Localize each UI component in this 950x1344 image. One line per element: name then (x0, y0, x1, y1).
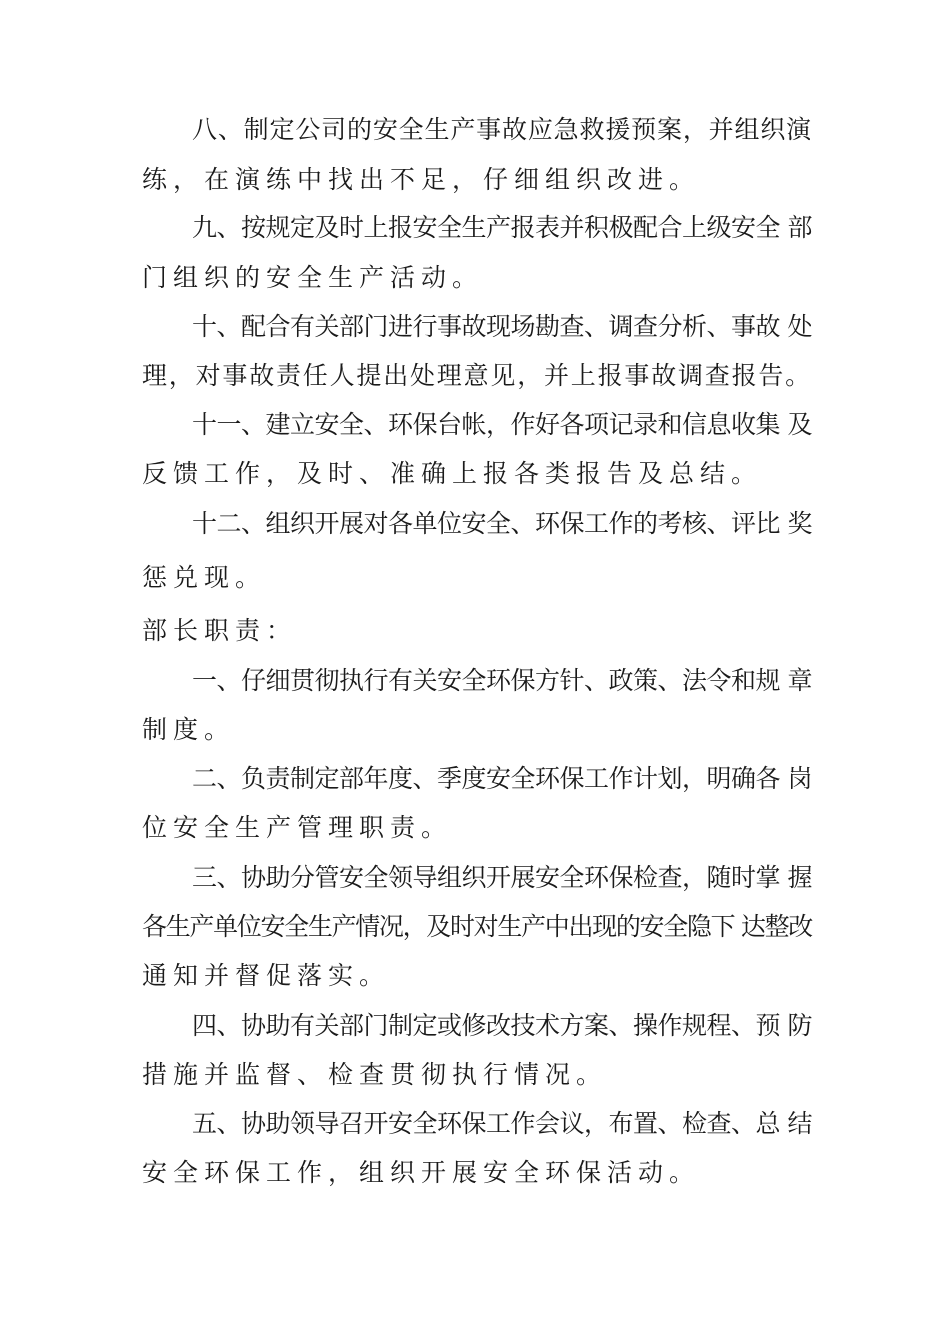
duty-4-line-1: 四、协助有关部门制定或修改技术方案、操作规程、预 防 (192, 1011, 812, 1040)
paragraph-12-line-1: 十二、组织开展对各单位安全、环保工作的考核、评比 奖 (192, 509, 812, 538)
duty-4-line-2: 措施并监督、检查贯彻执行情况。 (142, 1060, 608, 1089)
duty-3-line-1: 三、协助分管安全领导组织开展安全环保检查，随时掌 握 (192, 863, 812, 892)
paragraph-9-line-1: 九、按规定及时上报安全生产报表并积极配合上级安全 部 (192, 213, 812, 242)
paragraph-12-line-2: 惩兑现。 (142, 563, 267, 592)
duty-3-line-2: 各生产单位安全生产情况，及时对生产中出现的安全隐下 达整改 (142, 912, 812, 941)
duty-5-line-1: 五、协助领导召开安全环保工作会议，布置、检查、总 结 (192, 1109, 812, 1138)
paragraph-8-line-2: 练，在演练中找出不足，仔细组织改进。 (142, 165, 701, 194)
paragraph-11-line-2: 反馈工作，及时、准确上报各类报告及总结。 (142, 459, 763, 488)
duty-3-line-3: 通知并督促落实。 (142, 961, 391, 990)
section-heading-minister-duties: 部长职责： (142, 616, 298, 645)
duty-1-line-2: 制度。 (142, 715, 236, 744)
duty-5-line-2: 安全环保工作，组织开展安全环保活动。 (142, 1158, 701, 1187)
paragraph-9-line-2: 门组织的安全生产活动。 (142, 263, 484, 292)
paragraph-8-line-1: 八、制定公司的安全生产事故应急救援预案，并组织演 (192, 115, 812, 144)
paragraph-11-line-1: 十一、建立安全、环保台帐，作好各项记录和信息收集 及 (192, 410, 812, 439)
paragraph-10-line-2: 理，对事故责任人提出处理意见，并上报事故调查报告。 (142, 361, 812, 390)
paragraph-10-line-1: 十、配合有关部门进行事故现场勘查、调查分析、事故 处 (192, 312, 812, 341)
duty-2-line-2: 位安全生产管理职责。 (142, 813, 453, 842)
duty-2-line-1: 二、负责制定部年度、季度安全环保工作计划，明确各 岗 (192, 764, 812, 793)
duty-1-line-1: 一、仔细贯彻执行有关安全环保方针、政策、法令和规 章 (192, 666, 812, 695)
